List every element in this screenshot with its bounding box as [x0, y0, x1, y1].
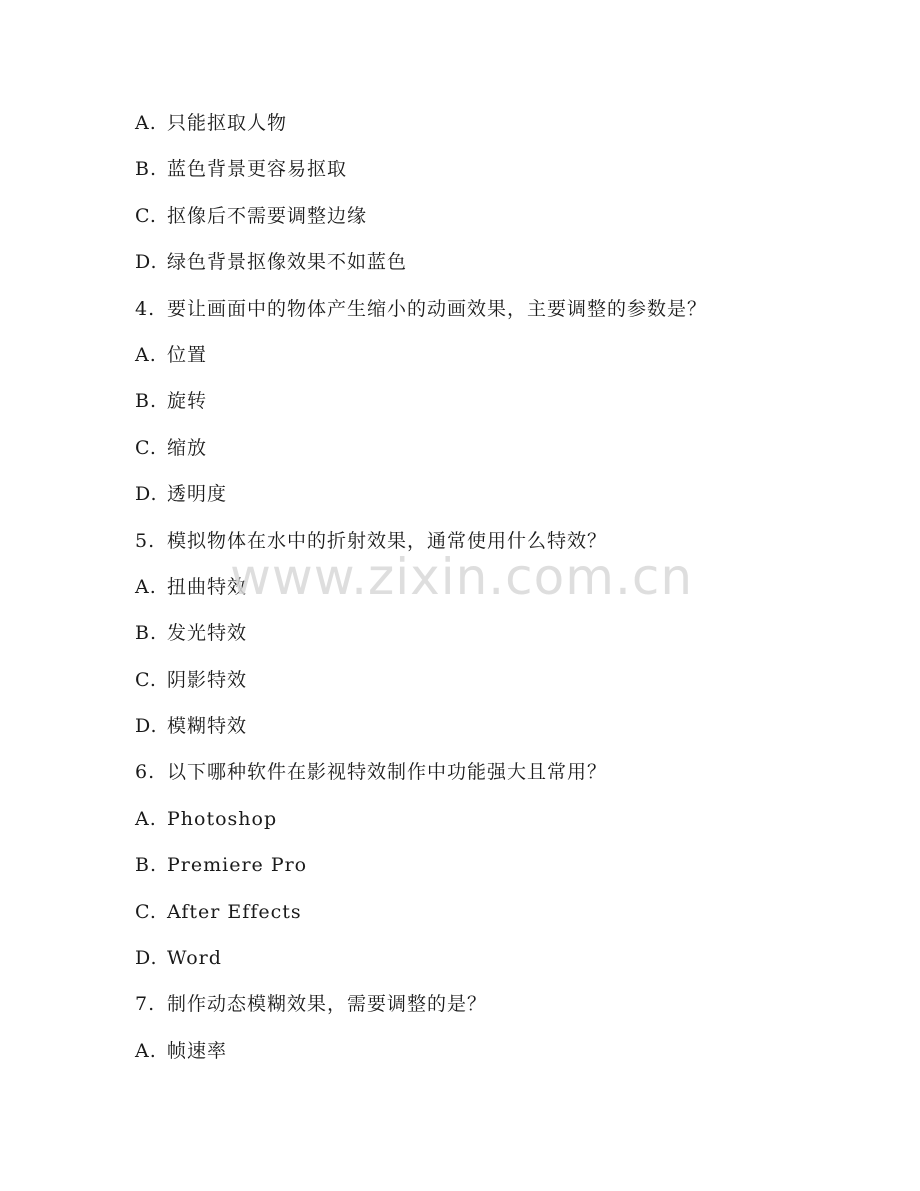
option-text: 位置: [167, 343, 208, 366]
option-line: [135, 1032, 875, 1078]
option-text: 阴影特效: [167, 668, 248, 691]
option-line: [135, 893, 875, 939]
option-line: [135, 939, 875, 985]
question-text: 要让画面中的物体产生缩小的动画效果，主要调整的参数是？: [167, 297, 708, 320]
question-number: 7.: [135, 993, 156, 1016]
option-label: B.: [135, 158, 158, 181]
option-line: [135, 800, 875, 846]
option-text: 模糊特效: [167, 715, 248, 738]
option-label: D.: [135, 483, 158, 506]
option-text: 蓝色背景更容易抠取: [167, 158, 348, 181]
option-line: [135, 197, 875, 243]
option-text: 旋转: [167, 390, 208, 413]
option-text: 只能抠取人物: [167, 112, 288, 134]
question-text: 制作动态模糊效果，需要调整的是？: [167, 993, 488, 1016]
option-label: A.: [135, 575, 157, 598]
option-text: Photoshop: [167, 807, 278, 830]
option-label: A.: [135, 807, 157, 830]
option-line: [135, 614, 875, 660]
option-label: D.: [135, 715, 158, 738]
question-line: [135, 290, 875, 336]
option-label: C.: [135, 668, 157, 691]
option-text: After Effects: [167, 900, 302, 923]
question-text: 以下哪种软件在影视特效制作中功能强大且常用？: [167, 761, 608, 784]
option-text: Word: [167, 947, 222, 970]
option-label: D.: [135, 251, 158, 274]
option-label: C.: [135, 436, 157, 459]
option-label: A.: [135, 112, 157, 134]
option-label: B.: [135, 854, 158, 877]
option-label: B.: [135, 390, 158, 413]
option-label: A.: [135, 343, 157, 366]
option-text: 帧速率: [167, 1039, 228, 1062]
option-text: 发光特效: [167, 622, 248, 645]
question-line: [135, 985, 875, 1031]
option-line: [135, 382, 875, 428]
option-line: [135, 336, 875, 382]
option-line: [135, 846, 875, 892]
option-line: [135, 150, 875, 196]
option-label: C.: [135, 900, 157, 923]
question-line: [135, 753, 875, 799]
option-line: [135, 475, 875, 521]
question-number: 4.: [135, 297, 156, 320]
option-text: 抠像后不需要调整边缘: [167, 204, 368, 227]
question-text: 模拟物体在水中的折射效果，通常使用什么特效？: [167, 529, 608, 552]
option-line: [135, 243, 875, 289]
option-text: 扭曲特效: [167, 575, 248, 598]
option-line: [135, 661, 875, 707]
option-text: 绿色背景抠像效果不如蓝色: [167, 251, 408, 274]
option-line: [135, 707, 875, 753]
option-text: 透明度: [167, 483, 228, 506]
option-line: [135, 429, 875, 475]
option-text: 缩放: [167, 436, 208, 459]
question-number: 6.: [135, 761, 156, 784]
option-label: B.: [135, 622, 158, 645]
option-label: A.: [135, 1039, 157, 1062]
option-line: [135, 104, 875, 150]
watermark: www.zixin.com.cn: [230, 548, 694, 606]
option-text: Premiere Pro: [167, 854, 308, 877]
question-number: 5.: [135, 529, 156, 552]
option-label: D.: [135, 947, 158, 970]
option-label: C.: [135, 204, 157, 227]
